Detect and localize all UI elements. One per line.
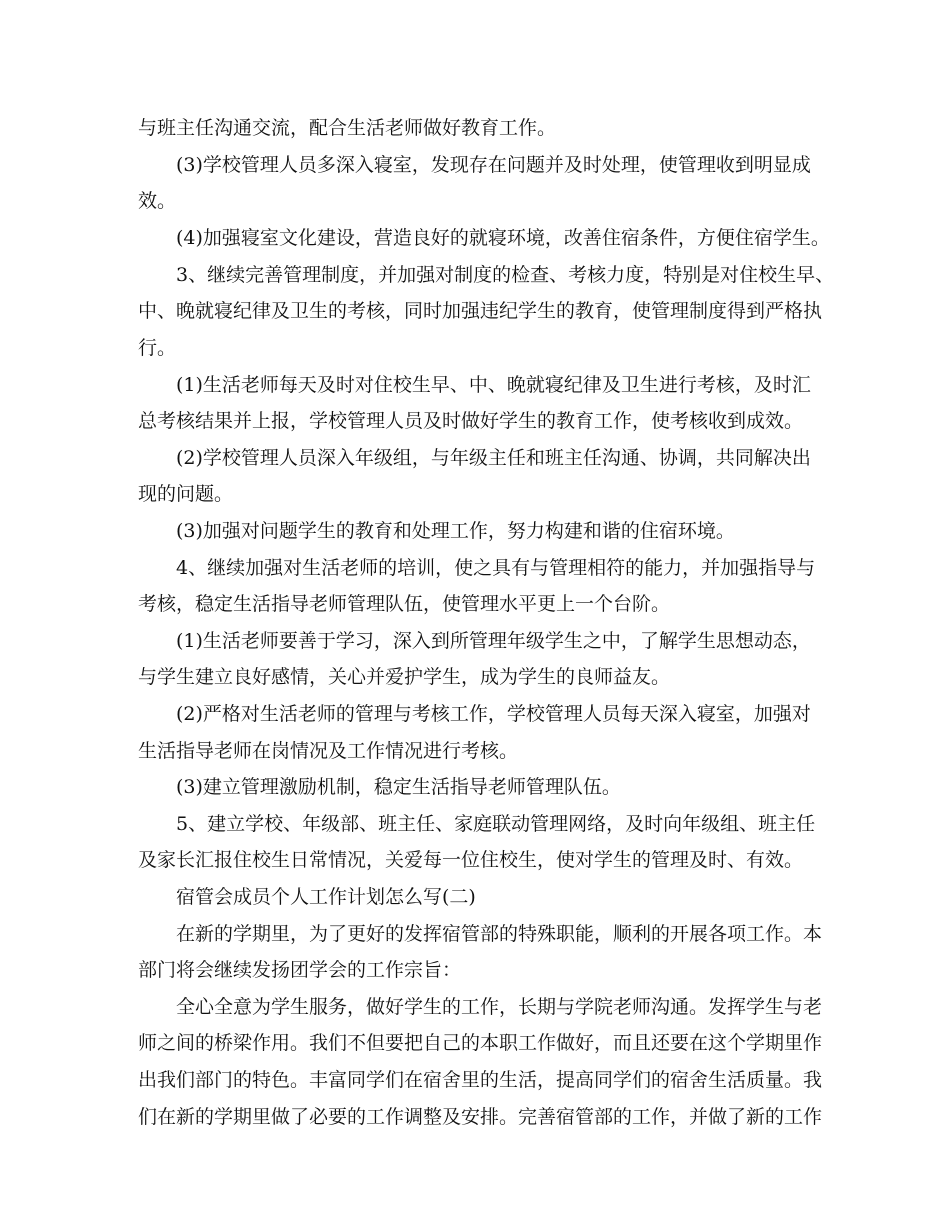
text-line: (1)生活老师要善于学习，深入到所管理年级学生之中，了解学生思想动态，	[176, 630, 811, 652]
text-line: 及家长汇报住校生日常情况，关爱每一位住校生，使对学生的管理及时、有效。	[138, 849, 804, 871]
text-line: (3)加强对问题学生的教育和处理工作，努力构建和谐的住宿环境。	[176, 520, 735, 542]
text-line: 与学生建立良好感情，关心并爱护学生，成为学生的良师益友。	[138, 666, 671, 688]
text-line: (2)学校管理人员深入年级组，与年级主任和班主任沟通、协调，共同解决出	[176, 447, 811, 469]
text-line: 中、晚就寝纪律及卫生的考核，同时加强违纪学生的教育，使管理制度得到严格执	[138, 300, 823, 322]
text-line: (2)严格对生活老师的管理与考核工作，学校管理人员每天深入寝室，加强对	[176, 703, 811, 725]
text-line: 师之间的桥梁作用。我们不但要把自己的本职工作做好，而且还要在这个学期里作	[138, 1032, 823, 1054]
text-line: (3)学校管理人员多深入寝室，发现存在问题并及时处理，使管理收到明显成	[176, 154, 811, 176]
text-line: 与班主任沟通交流，配合生活老师做好教育工作。	[138, 117, 557, 139]
text-line: (1)生活老师每天及时对住校生早、中、晚就寝纪律及卫生进行考核，及时汇	[176, 374, 811, 396]
text-line: 总考核结果并上报，学校管理人员及时做好学生的教育工作，使考核收到成效。	[138, 410, 804, 432]
text-line: (4)加强寝室文化建设，营造良好的就寝环境，改善住宿条件，方便住宿学生。	[176, 227, 830, 249]
text-line: (3)建立管理激励机制，稳定生活指导老师管理队伍。	[176, 776, 621, 798]
text-line: 效。	[138, 190, 177, 212]
text-line: 全心全意为学生服务，做好学生的工作，长期与学院老师沟通。发挥学生与老	[176, 996, 823, 1018]
text-line: 考核，稳定生活指导老师管理队伍，使管理水平更上一个台阶。	[138, 593, 671, 615]
text-line: 在新的学期里，为了更好的发挥宿管部的特殊职能，顺利的开展各项工作。本	[176, 923, 823, 945]
text-line: 3、继续完善管理制度，并加强对制度的检查、考核力度，特别是对住校生早、	[176, 264, 835, 286]
text-line: 现的问题。	[138, 483, 234, 505]
text-line: 部门将会继续发扬团学会的工作宗旨：	[138, 959, 462, 981]
text-line: 生活指导老师在岗情况及工作情况进行考核。	[138, 740, 519, 762]
section-heading: 宿管会成员个人工作计划怎么写(二)	[176, 886, 476, 908]
text-line: 们在新的学期里做了必要的工作调整及安排。完善宿管部的工作，并做了新的工作	[138, 1106, 823, 1128]
text-line: 行。	[138, 337, 177, 359]
text-line: 4、继续加强对生活老师的培训，使之具有与管理相符的能力，并加强指导与	[176, 557, 816, 579]
text-line: 出我们部门的特色。丰富同学们在宿舍里的生活，提高同学们的宿舍生活质量。我	[138, 1069, 823, 1091]
text-line: 5、建立学校、年级部、班主任、家庭联动管理网络，及时向年级组、班主任	[176, 813, 816, 835]
